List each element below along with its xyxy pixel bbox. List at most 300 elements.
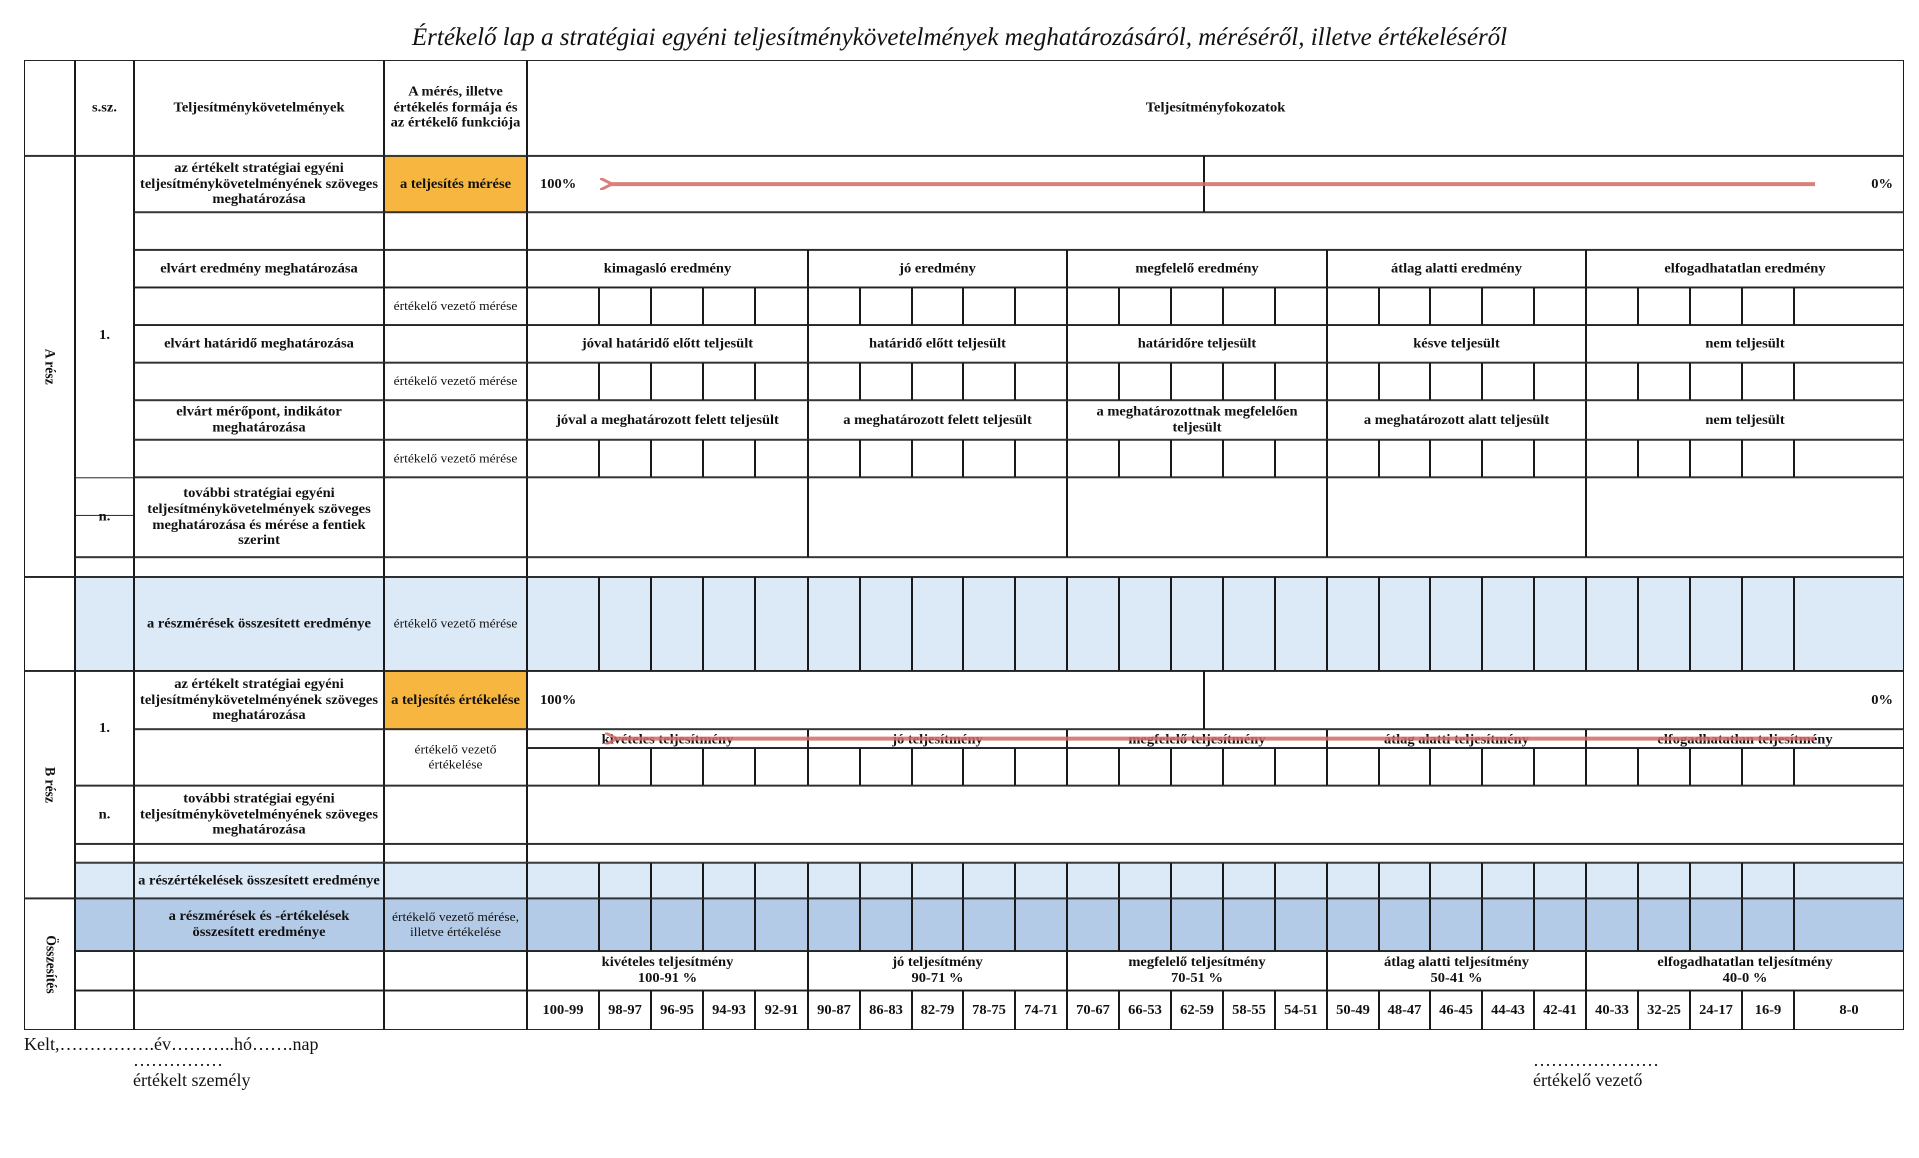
point-range-cell: 82-79 [912, 991, 963, 1030]
signature-label-evaluated: értékelt személy [133, 1070, 251, 1090]
score-input-cell[interactable] [599, 577, 651, 671]
score-input-cell[interactable] [1119, 440, 1171, 478]
score-input-cell[interactable] [599, 287, 651, 325]
a-empty-cell [75, 557, 134, 577]
a-empty-cell [384, 250, 527, 288]
a-leader-measure: értékelő vezető mérése [384, 363, 527, 401]
a-empty-cell [384, 212, 527, 250]
score-input-cell[interactable] [1742, 748, 1794, 786]
a-empty-cell[interactable] [527, 212, 1904, 250]
score-input-cell[interactable] [860, 898, 912, 951]
score-input-cell[interactable] [1327, 577, 1379, 671]
score-input-cell[interactable] [1119, 287, 1171, 325]
score-input-cell[interactable] [1379, 577, 1430, 671]
a-n-grade-cell-2 [808, 477, 1067, 557]
page-title: Értékelő lap a stratégiai egyéni teljesítménykövetelmények meghatározásáról, méréséről, illetve értékeléséről [411, 24, 1508, 51]
score-input-cell[interactable] [860, 363, 912, 401]
score-input-cell[interactable] [1638, 440, 1690, 478]
b-sum-form [384, 863, 527, 899]
score-input-cell[interactable] [912, 748, 963, 786]
a-result-category-3: megfelelő eredmény [1067, 250, 1327, 288]
score-input-cell[interactable] [1119, 363, 1171, 401]
point-range-cell: 44-43 [1482, 991, 1534, 1030]
score-input-cell[interactable] [1638, 363, 1690, 401]
score-input-cell[interactable] [1794, 363, 1904, 401]
score-input-cell[interactable] [1327, 363, 1379, 401]
score-input-cell[interactable] [1327, 863, 1379, 899]
score-input-cell[interactable] [703, 898, 755, 951]
score-input-cell[interactable] [1171, 748, 1223, 786]
total-empty-cell [134, 991, 384, 1030]
score-input-cell[interactable] [1067, 440, 1119, 478]
point-range-cell: 50-49 [1327, 991, 1379, 1030]
score-input-cell[interactable] [1119, 577, 1171, 671]
score-input-cell[interactable] [1171, 863, 1223, 899]
score-input-cell[interactable] [1015, 577, 1067, 671]
score-input-cell[interactable] [1586, 363, 1638, 401]
score-input-cell[interactable] [1534, 898, 1586, 951]
a-sum-label: a részmérések összesített eredménye [134, 577, 384, 671]
score-input-cell[interactable] [1482, 363, 1534, 401]
score-input-cell[interactable] [1327, 440, 1379, 478]
score-input-cell[interactable] [1742, 863, 1794, 899]
header-grades: Teljesítményfokozatok [527, 60, 1904, 156]
total-category-name: kivételes teljesítmény [601, 955, 734, 971]
a-empty-cell [134, 363, 384, 401]
score-input-cell[interactable] [1742, 363, 1794, 401]
point-range-cell: 100-99 [527, 991, 599, 1030]
score-input-cell[interactable] [963, 363, 1015, 401]
b-empty-cell [134, 844, 384, 863]
a-deadline-category-1: jóval határidő előtt teljesült [527, 325, 808, 363]
score-input-cell[interactable] [912, 363, 963, 401]
score-input-cell[interactable] [527, 577, 599, 671]
score-input-cell[interactable] [860, 577, 912, 671]
score-input-cell[interactable] [860, 748, 912, 786]
score-input-cell[interactable] [912, 898, 963, 951]
score-input-cell[interactable] [1171, 440, 1223, 478]
score-input-cell[interactable] [1171, 577, 1223, 671]
score-input-cell[interactable] [1119, 748, 1171, 786]
score-input-cell[interactable] [1275, 577, 1327, 671]
score-input-cell[interactable] [1690, 898, 1742, 951]
score-input-cell[interactable] [1171, 898, 1223, 951]
total-category-range: 100-91 % [637, 970, 698, 986]
score-input-cell[interactable] [755, 577, 808, 671]
total-empty-cell [384, 951, 527, 990]
point-range-cell: 66-53 [1119, 991, 1171, 1030]
score-input-cell[interactable] [860, 287, 912, 325]
score-input-cell[interactable] [1275, 363, 1327, 401]
score-input-cell[interactable] [1223, 748, 1275, 786]
score-input-cell[interactable] [963, 440, 1015, 478]
score-input-cell[interactable] [703, 287, 755, 325]
a-indicator-category-5: nem teljesült [1586, 400, 1904, 439]
score-input-cell[interactable] [1275, 287, 1327, 325]
score-input-cell[interactable] [1794, 287, 1904, 325]
a-result-category-5: elfogadhatatlan eredmény [1586, 250, 1904, 288]
section-total-label [24, 898, 75, 1030]
a-indicator-category-3: a meghatározottnak megfelelően teljesült [1067, 400, 1327, 439]
score-input-cell[interactable] [860, 440, 912, 478]
score-input-cell[interactable] [1430, 577, 1482, 671]
score-input-cell[interactable] [527, 363, 599, 401]
score-input-cell[interactable] [1275, 863, 1327, 899]
a-n-number: n. [75, 477, 134, 557]
b-performance-category-2: jó teljesítmény [808, 729, 1067, 748]
score-input-cell[interactable] [651, 577, 703, 671]
total-category-1 [527, 951, 808, 990]
point-range-cell: 58-55 [1223, 991, 1275, 1030]
score-input-cell[interactable] [860, 863, 912, 899]
score-input-cell[interactable] [1742, 440, 1794, 478]
score-input-cell[interactable] [1482, 287, 1534, 325]
score-input-cell[interactable] [1327, 287, 1379, 325]
score-input-cell[interactable] [1015, 898, 1067, 951]
total-category-3 [1067, 951, 1327, 990]
total-category-name: átlag alatti teljesítmény [1384, 955, 1529, 971]
point-range-cell: 78-75 [963, 991, 1015, 1030]
score-input-cell[interactable] [1223, 577, 1275, 671]
section-a-label [24, 156, 75, 577]
score-input-cell[interactable] [1275, 898, 1327, 951]
score-input-cell[interactable] [1015, 287, 1067, 325]
score-input-cell[interactable] [1430, 287, 1482, 325]
score-input-cell[interactable] [1586, 863, 1638, 899]
header-form: A mérés, illetve értékelés formája és az értékelő funkciója [384, 60, 527, 156]
score-input-cell[interactable] [1586, 287, 1638, 325]
point-range-cell: 96-95 [651, 991, 703, 1030]
score-input-cell[interactable] [1482, 863, 1534, 899]
score-input-cell[interactable] [1534, 363, 1586, 401]
point-range-cell: 94-93 [703, 991, 755, 1030]
b-performance-category-1: kivételes teljesítmény [527, 729, 808, 748]
point-range-cell: 24-17 [1690, 991, 1742, 1030]
score-input-cell[interactable] [1327, 898, 1379, 951]
score-input-cell[interactable] [651, 363, 703, 401]
a-percent-high: 100% [527, 156, 1204, 212]
point-range-cell: 48-47 [1379, 991, 1430, 1030]
a-result-category-1: kimagasló eredmény [527, 250, 808, 288]
section-b-label [24, 671, 75, 898]
score-input-cell[interactable] [651, 287, 703, 325]
score-input-cell[interactable] [963, 287, 1015, 325]
score-input-cell[interactable] [1794, 440, 1904, 478]
signature-label-leader: értékelő vezető [1533, 1070, 1643, 1090]
score-input-cell[interactable] [1586, 440, 1638, 478]
a-empty-cell [134, 212, 384, 250]
point-range-cell: 46-45 [1430, 991, 1482, 1030]
a-n-text: további stratégiai egyéni teljesítménykövetelmények szöveges meghatározása és mérése a fentiek szerint [134, 477, 384, 557]
score-input-cell[interactable] [1171, 363, 1223, 401]
score-input-cell[interactable] [1586, 748, 1638, 786]
a-indicator-category-1: jóval a meghatározott felett teljesült [527, 400, 808, 439]
b-n-grade-cell[interactable] [527, 786, 1904, 844]
score-input-cell[interactable] [1015, 363, 1067, 401]
total-category-4 [1327, 951, 1586, 990]
score-input-cell[interactable] [1430, 898, 1482, 951]
score-input-cell[interactable] [1379, 440, 1430, 478]
score-input-cell[interactable] [755, 748, 808, 786]
score-input-cell[interactable] [599, 440, 651, 478]
a-indicator-category-4: a meghatározott alatt teljesült [1327, 400, 1586, 439]
section-total-label-text: Összesítés [41, 935, 58, 994]
score-input-cell[interactable] [1742, 898, 1794, 951]
total-category-range: 70-51 % [1171, 970, 1223, 986]
score-input-cell[interactable] [1742, 577, 1794, 671]
a-form-measure: a teljesítés mérése [384, 156, 527, 212]
score-input-cell[interactable] [1067, 898, 1119, 951]
b-empty-cell[interactable] [527, 844, 1904, 863]
date-line: Kelt,…………….év………..hó…….nap [24, 1034, 319, 1054]
point-range-cell: 74-71 [1015, 991, 1067, 1030]
a-empty-cell [384, 400, 527, 439]
score-input-cell[interactable] [1430, 863, 1482, 899]
total-category-range: 90-71 % [911, 970, 964, 986]
score-input-cell[interactable] [1638, 577, 1690, 671]
score-input-cell[interactable] [1015, 748, 1067, 786]
score-input-cell[interactable] [651, 440, 703, 478]
score-input-cell[interactable] [1482, 748, 1534, 786]
score-input-cell[interactable] [1119, 898, 1171, 951]
score-input-cell[interactable] [808, 287, 860, 325]
score-input-cell[interactable] [912, 863, 963, 899]
score-input-cell[interactable] [1275, 748, 1327, 786]
score-input-cell[interactable] [1586, 577, 1638, 671]
a-empty-cell [384, 557, 527, 577]
score-input-cell[interactable] [1690, 577, 1742, 671]
score-input-cell[interactable] [1067, 577, 1119, 671]
score-input-cell[interactable] [1171, 287, 1223, 325]
score-input-cell[interactable] [1742, 287, 1794, 325]
score-input-cell[interactable] [599, 863, 651, 899]
score-input-cell[interactable] [1794, 898, 1904, 951]
a-n-grade-cell-3 [1067, 477, 1327, 557]
score-input-cell[interactable] [1534, 577, 1586, 671]
score-input-cell[interactable] [808, 898, 860, 951]
a-indicator-label: elvárt mérőpont, indikátor meghatározása [134, 400, 384, 439]
a-percent-low: 0% [1204, 156, 1904, 212]
b-leader-eval: értékelő vezető értékelése [384, 729, 527, 785]
point-range-cell: 16-9 [1742, 991, 1794, 1030]
b-percent-low: 0% [1204, 671, 1904, 729]
b-empty-cell [384, 844, 527, 863]
score-input-cell[interactable] [755, 287, 808, 325]
score-input-cell[interactable] [1690, 363, 1742, 401]
score-input-cell[interactable] [527, 898, 599, 951]
score-input-cell[interactable] [703, 577, 755, 671]
score-input-cell[interactable] [1482, 898, 1534, 951]
signature-line-leader: ………………… [1533, 1050, 1659, 1070]
a-empty-cell[interactable] [527, 557, 1904, 577]
score-input-cell[interactable] [1379, 863, 1430, 899]
score-input-cell[interactable] [1223, 898, 1275, 951]
b-empty-cell [134, 729, 384, 785]
a-empty-cell [134, 440, 384, 478]
point-range-cell: 54-51 [1275, 991, 1327, 1030]
total-empty-cell [75, 951, 134, 990]
score-input-cell[interactable] [1638, 748, 1690, 786]
a-deadline-category-3: határidőre teljesült [1067, 325, 1327, 363]
b-sum-cell [75, 863, 134, 899]
score-input-cell[interactable] [1482, 577, 1534, 671]
a-deadline-category-2: határidő előtt teljesült [808, 325, 1067, 363]
score-input-cell[interactable] [527, 863, 599, 899]
score-input-cell[interactable] [755, 440, 808, 478]
b-performance-category-4: átlag alatti teljesítmény [1327, 729, 1586, 748]
a-leader-measure: értékelő vezető mérése [384, 287, 527, 325]
score-input-cell[interactable] [651, 898, 703, 951]
score-input-cell[interactable] [1275, 440, 1327, 478]
score-input-cell[interactable] [912, 577, 963, 671]
score-input-cell[interactable] [1223, 863, 1275, 899]
score-input-cell[interactable] [1430, 440, 1482, 478]
point-range-cell: 40-33 [1586, 991, 1638, 1030]
a-deadline-category-4: késve teljesült [1327, 325, 1586, 363]
score-input-cell[interactable] [1690, 748, 1742, 786]
score-input-cell[interactable] [1534, 287, 1586, 325]
b-empty-cell [384, 786, 527, 844]
score-input-cell[interactable] [703, 748, 755, 786]
score-input-cell[interactable] [1430, 748, 1482, 786]
section-b-label-text: B rész [41, 766, 58, 803]
score-input-cell[interactable] [963, 863, 1015, 899]
score-input-cell[interactable] [1534, 863, 1586, 899]
score-input-cell[interactable] [1223, 287, 1275, 325]
total-label: a részmérések és -értékelések összesített eredménye [134, 898, 384, 951]
a-result-label: elvárt eredmény meghatározása [134, 250, 384, 288]
score-input-cell[interactable] [1067, 287, 1119, 325]
score-input-cell[interactable] [808, 577, 860, 671]
score-input-cell[interactable] [527, 440, 599, 478]
score-input-cell[interactable] [599, 898, 651, 951]
score-input-cell[interactable] [703, 363, 755, 401]
score-input-cell[interactable] [1067, 748, 1119, 786]
score-input-cell[interactable] [651, 863, 703, 899]
point-range-cell: 8-0 [1794, 991, 1904, 1030]
a-empty-cell [134, 287, 384, 325]
score-input-cell[interactable] [1534, 440, 1586, 478]
total-category-range: 50-41 % [1430, 970, 1483, 986]
score-input-cell[interactable] [755, 863, 808, 899]
b-performance-category-3: megfelelő teljesítmény [1067, 729, 1327, 748]
score-input-cell[interactable] [1379, 748, 1430, 786]
point-range-cell: 42-41 [1534, 991, 1586, 1030]
point-range-cell: 98-97 [599, 991, 651, 1030]
score-input-cell[interactable] [912, 287, 963, 325]
score-input-cell[interactable] [808, 363, 860, 401]
score-input-cell[interactable] [527, 287, 599, 325]
point-range-cell: 70-67 [1067, 991, 1119, 1030]
score-input-cell[interactable] [599, 363, 651, 401]
total-form: értékelő vezető mérése, illetve értékelése [384, 898, 527, 951]
a-indicator-category-2: a meghatározott felett teljesült [808, 400, 1067, 439]
total-cell [75, 898, 134, 951]
score-input-cell[interactable] [755, 363, 808, 401]
a-requirement-text: az értékelt stratégiai egyéni teljesítménykövetelményének szöveges meghatározása [134, 156, 384, 212]
score-input-cell[interactable] [703, 863, 755, 899]
score-input-cell[interactable] [1223, 440, 1275, 478]
score-input-cell[interactable] [1430, 363, 1482, 401]
score-input-cell[interactable] [1067, 863, 1119, 899]
score-input-cell[interactable] [1015, 440, 1067, 478]
score-input-cell[interactable] [1794, 577, 1904, 671]
score-input-cell[interactable] [1638, 287, 1690, 325]
a-deadline-category-5: nem teljesült [1586, 325, 1904, 363]
score-input-cell[interactable] [808, 748, 860, 786]
score-input-cell[interactable] [1690, 863, 1742, 899]
total-empty-cell [75, 991, 134, 1030]
score-input-cell[interactable] [1119, 863, 1171, 899]
score-input-cell[interactable] [703, 440, 755, 478]
a-row-number: 1. [75, 156, 134, 516]
score-input-cell[interactable] [1379, 287, 1430, 325]
score-input-cell[interactable] [808, 863, 860, 899]
score-input-cell[interactable] [1482, 440, 1534, 478]
point-range-cell: 32-25 [1638, 991, 1690, 1030]
score-input-cell[interactable] [1690, 440, 1742, 478]
score-input-cell[interactable] [1794, 748, 1904, 786]
score-input-cell[interactable] [1067, 363, 1119, 401]
total-empty-cell [134, 951, 384, 990]
score-input-cell[interactable] [1327, 748, 1379, 786]
score-input-cell[interactable] [651, 748, 703, 786]
a-empty-cell [134, 557, 384, 577]
score-input-cell[interactable] [963, 898, 1015, 951]
a-empty-cell [384, 477, 527, 557]
score-input-cell[interactable] [1638, 898, 1690, 951]
b-form-eval: a teljesítés értékelése [384, 671, 527, 729]
score-input-cell[interactable] [1534, 748, 1586, 786]
header-requirements: Teljesítménykövetelmények [134, 60, 384, 156]
point-range-cell: 62-59 [1171, 991, 1223, 1030]
a-empty-cell [384, 325, 527, 363]
score-input-cell[interactable] [963, 577, 1015, 671]
score-input-cell[interactable] [1015, 863, 1067, 899]
point-range-cell: 86-83 [860, 991, 912, 1030]
a-result-category-2: jó eredmény [808, 250, 1067, 288]
evaluation-table [24, 60, 1904, 1030]
score-input-cell[interactable] [599, 748, 651, 786]
score-input-cell[interactable] [1379, 898, 1430, 951]
score-input-cell[interactable] [1794, 863, 1904, 899]
score-input-cell[interactable] [808, 440, 860, 478]
total-empty-cell [384, 991, 527, 1030]
section-a-tail [24, 577, 75, 671]
b-percent-high: 100% [527, 671, 1204, 729]
score-input-cell[interactable] [1379, 363, 1430, 401]
score-input-cell[interactable] [527, 748, 599, 786]
point-range-cell: 90-87 [808, 991, 860, 1030]
score-input-cell[interactable] [912, 440, 963, 478]
score-input-cell[interactable] [1690, 287, 1742, 325]
score-input-cell[interactable] [1223, 363, 1275, 401]
score-input-cell[interactable] [755, 898, 808, 951]
b-requirement-text: az értékelt stratégiai egyéni teljesítménykövetelményének szöveges meghatározása [134, 671, 384, 729]
a-n-grade-cell-4 [1327, 477, 1586, 557]
total-category-name: megfelelő teljesítmény [1128, 955, 1266, 971]
b-n-number: n. [75, 786, 134, 844]
signature-line-evaluated: …………… [133, 1050, 223, 1070]
header-ssz: s.sz. [75, 60, 134, 156]
total-category-5 [1586, 951, 1904, 990]
score-input-cell[interactable] [1638, 863, 1690, 899]
b-n-text: további stratégiai egyéni teljesítménykövetelményének szöveges meghatározása [134, 786, 384, 844]
score-input-cell[interactable] [963, 748, 1015, 786]
score-input-cell[interactable] [1586, 898, 1638, 951]
total-category-name: elfogadhatatlan teljesítmény [1657, 955, 1833, 971]
a-leader-measure: értékelő vezető mérése [384, 440, 527, 478]
